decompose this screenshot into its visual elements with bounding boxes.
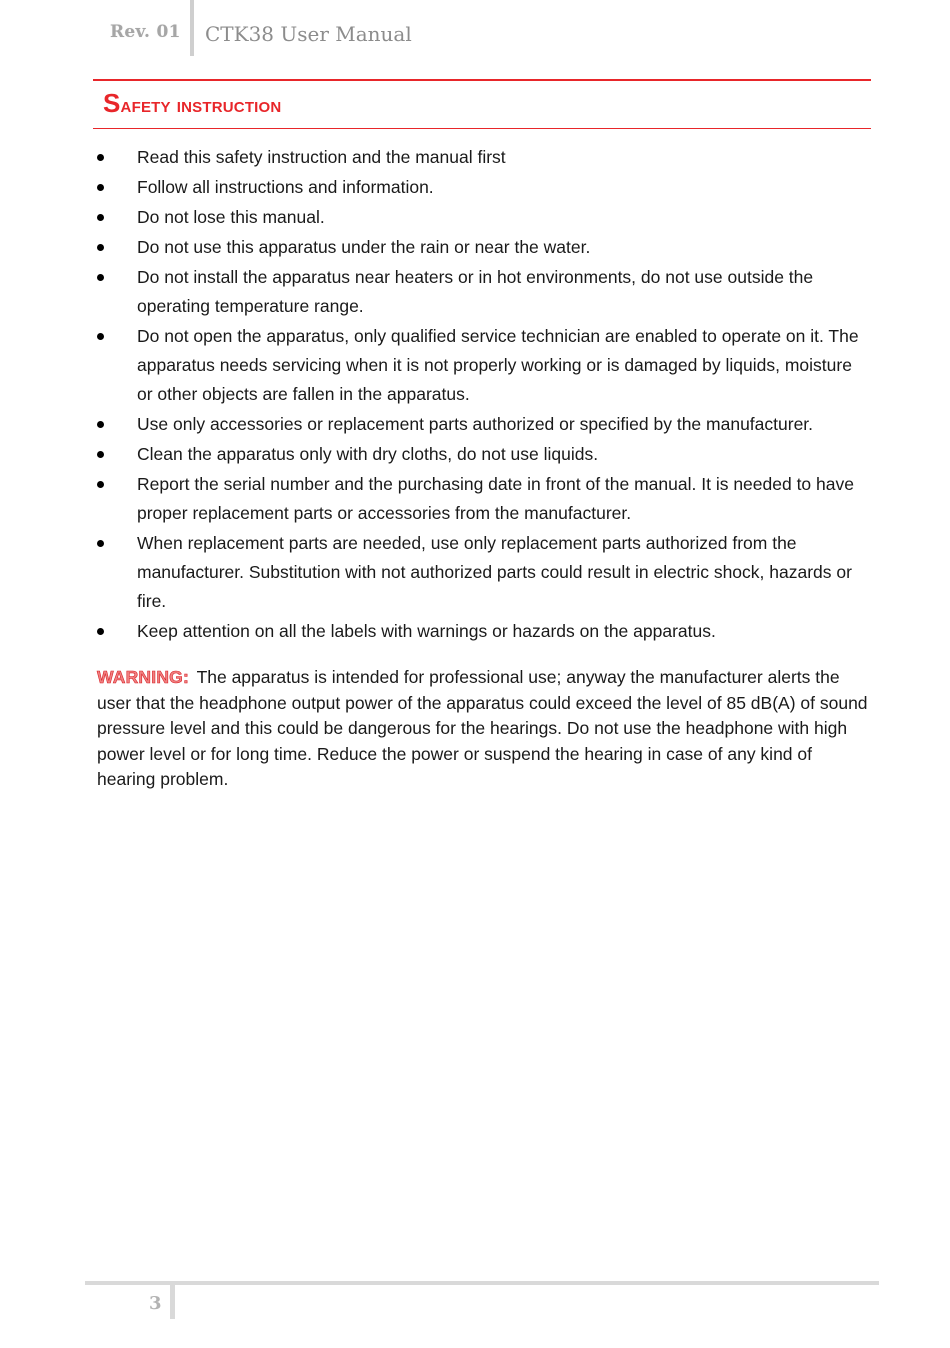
bullet-icon (97, 481, 104, 488)
title-rule-top (93, 79, 871, 81)
bullet-icon (97, 628, 104, 635)
list-item (97, 410, 872, 439)
footer-divider (170, 1283, 175, 1319)
list-item (97, 470, 872, 528)
list-item-text: Keep attention on all the labels with warnings or hazards on the apparatus. (137, 621, 716, 641)
list-item-text: Report the serial number and the purchasing date in front of the manual. It is needed to have proper replacement parts or accessories from the manufacturer. (137, 474, 854, 523)
list-item (97, 617, 872, 646)
list-item-text: Use only accessories or replacement parts authorized or specified by the manufacturer. (137, 414, 814, 434)
bullet-icon (97, 451, 104, 458)
header-divider (190, 0, 194, 56)
page-number: 3 (149, 1293, 162, 1314)
list-item-text: Do not install the apparatus near heaters or in hot environments, do not use outside the operating temperature range. (137, 267, 814, 316)
section-title-rest: afety instruction (120, 94, 282, 117)
revision-label: Rev. 01 (110, 22, 181, 42)
bullet-icon (97, 154, 104, 161)
list-item (97, 143, 872, 172)
list-item-text: Do not use this apparatus under the rain or near the water. (137, 237, 591, 257)
list-item (97, 173, 872, 202)
bullet-icon (97, 214, 104, 221)
warning-label: WARNING: (97, 667, 190, 687)
bullet-icon (97, 244, 104, 251)
list-item (97, 440, 872, 469)
list-item (97, 529, 872, 616)
section-title-initial: S (103, 88, 121, 118)
list-item-text: Do not open the apparatus, only qualified service technician are enabled to operate on it. The apparatus needs servicing when it is not properly working or is damaged by liquids, moisture or other objects are fallen in the apparatus. (137, 326, 859, 404)
list-item-text: Read this safety instruction and the manual first (137, 147, 506, 167)
document-title: CTK38 User Manual (205, 22, 412, 46)
bullet-icon (97, 184, 104, 191)
list-item (97, 322, 872, 409)
bullet-icon (97, 333, 104, 340)
bullet-icon (97, 421, 104, 428)
warning-paragraph (97, 665, 872, 793)
safety-instruction-list (97, 143, 872, 647)
section-title (103, 88, 281, 119)
list-item-text: Do not lose this manual. (137, 207, 325, 227)
bullet-icon (97, 274, 104, 281)
list-item (97, 233, 872, 262)
list-item (97, 263, 872, 321)
list-item-text: When replacement parts are needed, use only replacement parts authorized from the manufacturer. Substitution with not authorized parts could result in electric shock, hazards or fire. (137, 533, 852, 611)
list-item (97, 203, 872, 232)
list-item-text: Clean the apparatus only with dry cloths, do not use liquids. (137, 444, 599, 464)
list-item-text: Follow all instructions and information. (137, 177, 434, 197)
footer-rule (85, 1281, 879, 1285)
bullet-icon (97, 540, 104, 547)
warning-text: The apparatus is intended for professional use; anyway the manufacturer alerts the user that the headphone output power of the apparatus could exceed the level of 85 dB(A) of sound pressure level and this could be dangerous for the hearings. Do not use the headphone with high power level or for long time. Reduce the power or suspend the hearing in case of any kind of hearing problem. (97, 667, 868, 789)
title-rule-bottom (93, 128, 871, 129)
